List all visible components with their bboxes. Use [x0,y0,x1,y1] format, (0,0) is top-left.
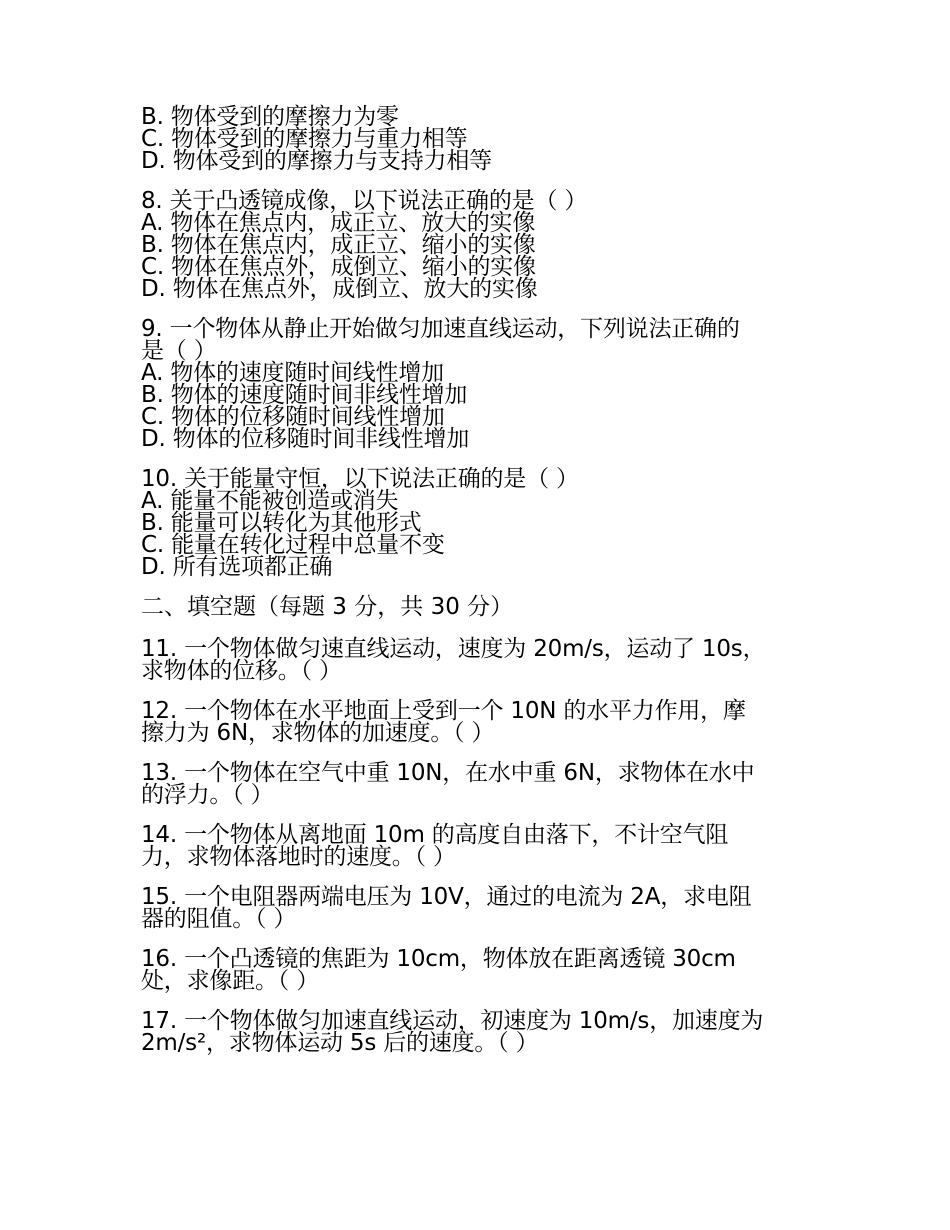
q7-option-b: B. 物体受到的摩擦力为零 [141,104,399,130]
q7-option-c: C. 物体受到的摩擦力与重力相等 [141,126,468,152]
q15-line-1: 15. 一个电阻器两端电压为 10V，通过的电流为 2A，求电阻 [141,884,752,910]
document-page [141,106,821,1072]
q9-option-d: D. 物体的位移随时间非线性增加 [141,426,470,452]
q9-option-a: A. 物体的速度随时间线性增加 [141,360,444,386]
q14-line-1: 14. 一个物体从离地面 10m 的高度自由落下，不计空气阻 [141,822,729,848]
q15-line-2: 器的阻值。（ ） [141,906,297,932]
question-11 [141,638,821,682]
q10-stem: 10. 关于能量守恒，以下说法正确的是（ ） [141,466,579,492]
q10-option-c: C. 能量在转化过程中总量不变 [141,532,445,558]
question-15 [141,886,821,930]
q11-line-2: 求物体的位移。（ ） [141,658,342,684]
q17-line-2: 2m/s²，求物体运动 5s 后的速度。（ ） [141,1030,539,1056]
q10-option-a: A. 能量不能被创造或消失 [141,488,399,514]
question-16 [141,948,821,992]
q13-line-1: 13. 一个物体在空气中重 10N，在水中重 6N，求物体在水中 [141,760,755,786]
q13-line-2: 的浮力。（ ） [141,782,274,808]
q8-option-b: B. 物体在焦点内，成正立、缩小的实像 [141,232,536,258]
q9-stem-line-2: 是（ ） [141,338,217,364]
q7-option-d: D. 物体受到的摩擦力与支持力相等 [141,148,492,174]
q9-option-c: C. 物体的位移随时间线性增加 [141,404,445,430]
question-7-options [141,106,821,172]
question-13 [141,762,821,806]
q16-line-1: 16. 一个凸透镜的焦距为 10cm，物体放在距离透镜 30cm [141,946,736,972]
q8-option-a: A. 物体在焦点内，成正立、放大的实像 [141,210,536,236]
q9-stem-line-1: 9. 一个物体从静止开始做匀加速直线运动，下列说法正确的 [141,316,740,342]
section-heading-fill-in: 二、填空题（每题 3 分，共 30 分） [141,594,514,620]
q16-line-2: 处，求像距。（ ） [141,968,320,994]
q12-line-2: 擦力为 6N，求物体的加速度。（ ） [141,720,495,746]
q17-line-1: 17. 一个物体做匀加速直线运动，初速度为 10m/s，加速度为 [141,1008,764,1034]
q10-option-d: D. 所有选项都正确 [141,554,333,580]
q8-option-d: D. 物体在焦点外，成倒立、放大的实像 [141,276,538,302]
q10-option-b: B. 能量可以转化为其他形式 [141,510,422,536]
q9-option-b: B. 物体的速度随时间非线性增加 [141,382,468,408]
q11-line-1: 11. 一个物体做匀速直线运动，速度为 20m/s，运动了 10s， [141,636,766,662]
question-8 [141,190,821,300]
q8-stem: 8. 关于凸透镜成像，以下说法正确的是（ ） [141,188,588,214]
question-10 [141,468,821,578]
question-17 [141,1010,821,1054]
question-12 [141,700,821,744]
q14-line-2: 力，求物体落地时的速度。（ ） [141,844,456,870]
q12-line-1: 12. 一个物体在水平地面上受到一个 10N 的水平力作用，摩 [141,698,746,724]
question-9 [141,318,821,450]
q8-option-c: C. 物体在焦点外，成倒立、缩小的实像 [141,254,536,280]
question-14 [141,824,821,868]
